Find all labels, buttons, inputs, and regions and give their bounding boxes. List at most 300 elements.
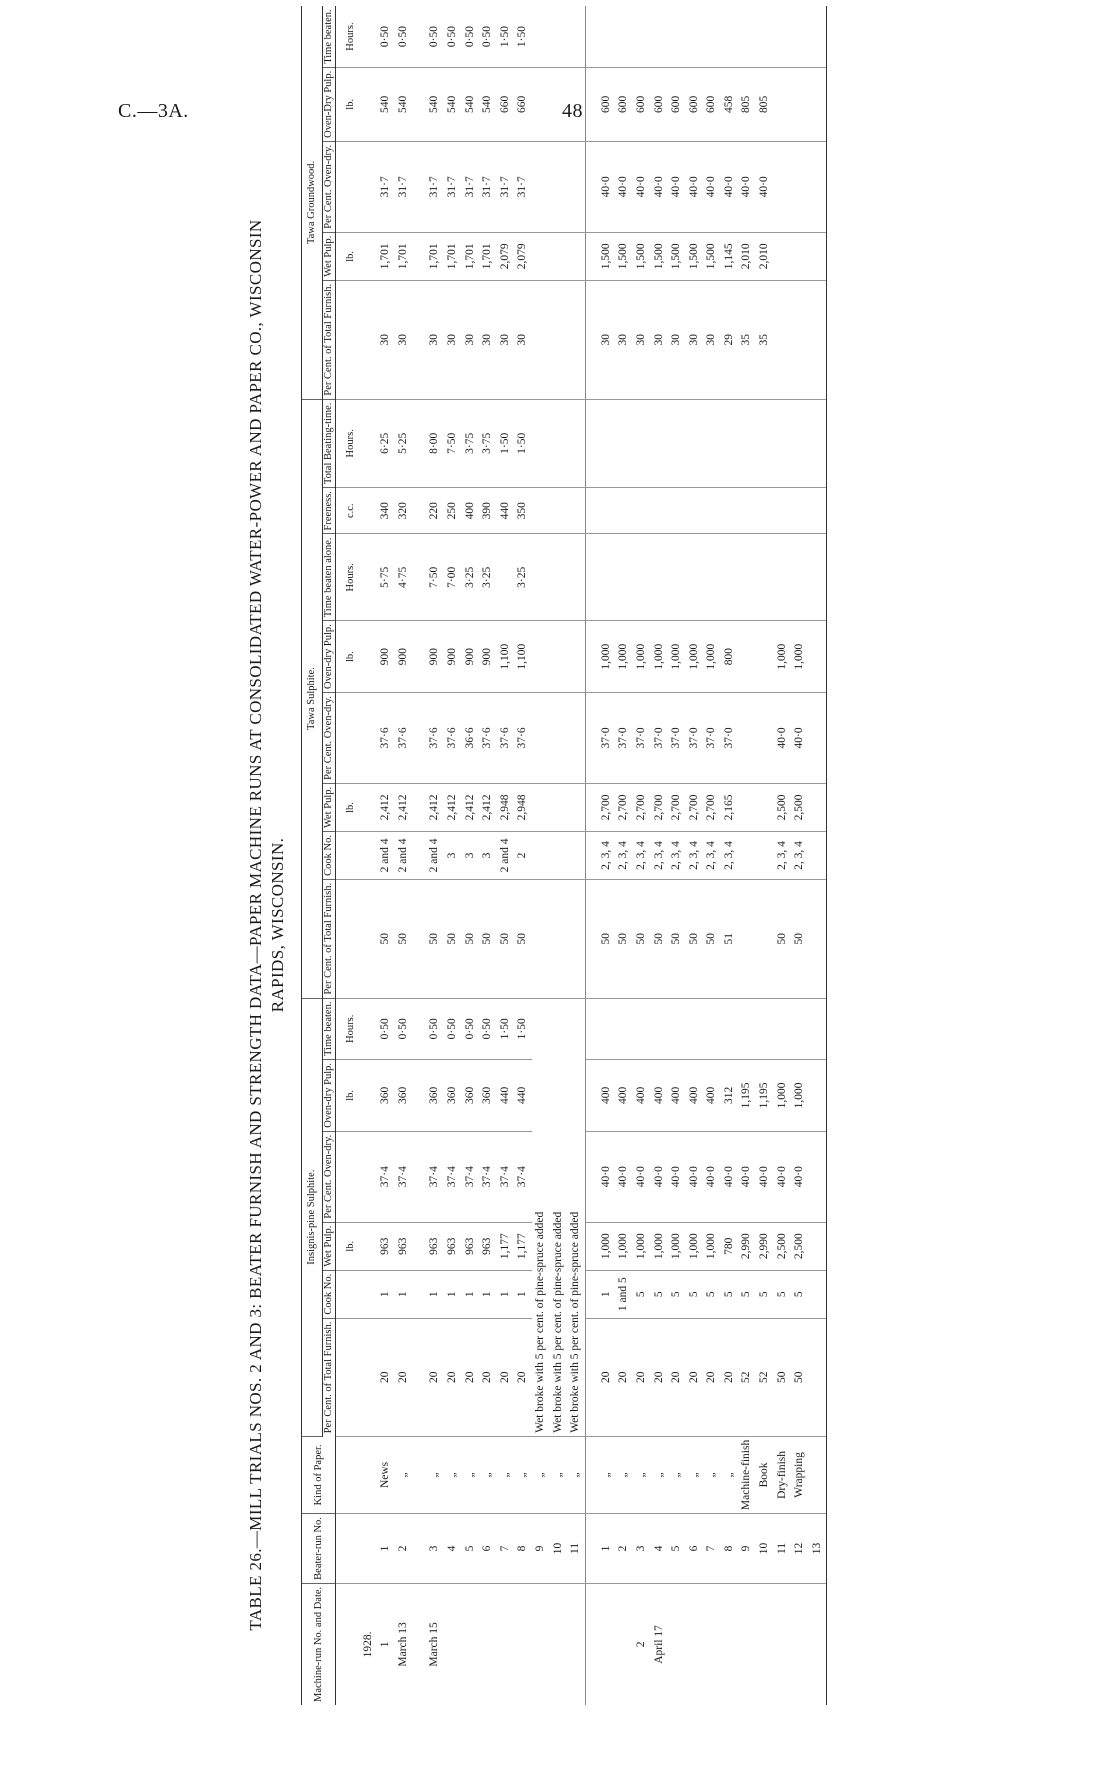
table-cell: 20 [598,1318,616,1436]
table-cell: 37·4 [395,1131,413,1222]
table-cell: 50 [651,879,669,998]
table-cell [721,399,739,488]
spacer-cell [585,1318,598,1436]
group-tawa-groundwood: Tawa Groundwood. [302,6,323,399]
table-cell: Machine-finish [738,1436,756,1513]
table-cell: 20 [462,1318,480,1436]
table-cell: 37·0 [686,693,704,784]
table-cell: 50 [686,879,704,998]
col-gw-wet: Wet Pulp. [323,232,336,280]
table-cell: 805 [738,67,756,141]
table-cell: 2,700 [598,783,616,831]
table-cell: 8·00 [426,399,444,488]
table-cell: 1,000 [651,1222,669,1270]
table-cell [598,399,616,488]
table-row [738,6,756,1705]
table-cell [809,141,827,232]
table-row [532,6,550,1705]
table-cell: 50 [444,879,462,998]
spacer-cell [412,1436,426,1513]
table-cell: 2 and 4 [497,832,515,880]
table-cell: 37·6 [395,693,413,784]
table-cell [633,488,651,534]
table-cell: 2,010 [738,232,756,280]
table-cell: 1,177 [497,1222,515,1270]
table-cell: 37·6 [479,693,497,784]
table-cell: 40·0 [703,1131,721,1222]
spacer-cell [412,693,426,784]
table-cell [756,399,774,488]
table-cell: 20 [703,1318,721,1436]
table-cell: 31·7 [426,141,444,232]
table-cell: 4·75 [395,534,413,621]
table-cell: 51 [721,879,739,998]
table-cell: 1,000 [703,1222,721,1270]
table-cell: 360 [377,1060,395,1132]
note-cell: Wet broke with 5 per cent. of pine-spruce added [567,998,585,1436]
page-number: 48 [562,100,583,122]
table-cell: 2,165 [721,783,739,831]
table-cell: „ [479,1436,497,1513]
table-row [444,6,462,1705]
table-cell [598,534,616,621]
table-cell: „ [532,1436,550,1513]
table-cell: 1,000 [774,621,792,693]
table-cell: 50 [479,879,497,998]
table-cell [738,783,756,831]
col-ts-ovendry: Oven-dry Pulp. [323,621,336,693]
table-cell: 1,000 [598,621,616,693]
table-cell: 40·0 [738,141,756,232]
table-cell: 40·0 [598,141,616,232]
table-cell: 963 [444,1222,462,1270]
table-cell [686,534,704,621]
table-cell [615,998,633,1059]
table-cell: 50 [377,879,395,998]
table-cell: 2,700 [633,783,651,831]
table-cell: 1·50 [497,399,515,488]
table-cell: 6 [686,1514,704,1584]
table-cell: 360 [426,1060,444,1132]
table-cell: 20 [633,1318,651,1436]
table-cell: 37·4 [426,1131,444,1222]
table-cell: 2,990 [756,1222,774,1270]
table-cell: 37·6 [426,693,444,784]
table-cell [738,998,756,1059]
table-cell: 8 [514,1514,532,1584]
table-cell: 3 [633,1514,651,1584]
table-cell [809,621,827,693]
table-cell: 1,145 [721,232,739,280]
table-cell: 0·50 [462,998,480,1059]
table-cell: 5 [703,1270,721,1318]
table-row [633,6,651,1705]
table-cell [668,399,686,488]
spacer-cell [585,6,598,67]
table-cell: 5 [738,1270,756,1318]
table-cell [738,488,756,534]
unit-cell [336,1270,360,1318]
table-cell [532,879,550,998]
table-cell: 1 [444,1270,462,1318]
table-cell: 2,412 [395,783,413,831]
table-cell [703,1583,721,1705]
table-cell [633,534,651,621]
table-cell: 600 [668,67,686,141]
table-cell: 350 [514,488,532,534]
col-gw-pct-furnish: Per Cent. of Total Furnish. [323,280,336,399]
table-cell: 36·6 [462,693,480,784]
table-cell [479,1583,497,1705]
table-cell [360,141,378,232]
table-row [791,6,809,1705]
table-cell: 2,948 [514,783,532,831]
table-cell: 11 [567,1514,585,1584]
spacer-cell [585,1270,598,1318]
table-cell: 660 [514,67,532,141]
table-cell [532,67,550,141]
table-cell: 0·50 [377,6,395,67]
table-cell: 40·0 [651,1131,669,1222]
table-cell: 2,700 [703,783,721,831]
table-cell [686,998,704,1059]
col-ts-total-beating: Total Beating-time. [323,399,336,488]
table-cell [615,488,633,534]
table-cell [791,534,809,621]
table-cell: 37·6 [514,693,532,784]
table-cell [567,141,585,232]
table-cell [809,1222,827,1270]
table-cell: 400 [598,1060,616,1132]
table-cell: 50 [633,879,651,998]
table-cell: 7·50 [444,399,462,488]
table-cell: 5 [668,1514,686,1584]
table-cell [360,6,378,67]
spacer-cell [585,232,598,280]
table-cell [497,1583,515,1705]
table-cell: 30 [426,280,444,399]
table-cell [721,488,739,534]
col-ins-wet: Wet Pulp. [323,1222,336,1270]
table-cell: 31·7 [377,141,395,232]
table-cell [532,399,550,488]
col-ts-time-alone: Time beaten alone. [323,534,336,621]
table-cell: 13 [809,1514,827,1584]
table-cell: 3 [426,1514,444,1584]
table-cell [567,879,585,998]
table-cell: 30 [703,280,721,399]
table-cell: „ [633,1436,651,1513]
table-cell [756,879,774,998]
table-cell: 30 [479,280,497,399]
table-cell: 50 [615,879,633,998]
table-cell: 400 [462,488,480,534]
spacer-cell [412,879,426,998]
table-cell: 660 [497,67,515,141]
table-cell [567,232,585,280]
table-cell [738,534,756,621]
table-cell [756,998,774,1059]
table-cell [668,6,686,67]
col-ins-cook: Cook No. [323,1270,336,1318]
table-cell [567,399,585,488]
table-cell [809,534,827,621]
unit-cell [336,1583,360,1705]
table-cell: 1,000 [791,1060,809,1132]
table-cell [598,6,616,67]
table-row [756,6,774,1705]
table-cell [615,6,633,67]
table-cell [651,399,669,488]
unit-cell [336,141,360,232]
table-cell [532,1583,550,1705]
table-row [703,6,721,1705]
table-cell: 600 [633,67,651,141]
table-cell [360,693,378,784]
col-gw-time: Time beaten. [323,6,336,67]
table-cell [598,488,616,534]
unit-cell: lb. [336,1222,360,1270]
table-cell: 20 [377,1318,395,1436]
spacer-cell [412,488,426,534]
table-cell [791,1583,809,1705]
table-cell: 11 [774,1514,792,1584]
unit-cell: lb. [336,621,360,693]
table-row [426,6,444,1705]
table-row [809,6,827,1705]
spacer-cell [412,280,426,399]
table-cell: „ [651,1436,669,1513]
spacer-cell [412,621,426,693]
table-cell [809,1060,827,1132]
table-cell [497,534,515,621]
table-cell [809,1318,827,1436]
spacer-cell [412,399,426,488]
spacer-cell [585,488,598,534]
table-cell [567,488,585,534]
table-cell: 2, 3, 4 [703,832,721,880]
table-row [774,6,792,1705]
table-row [721,6,739,1705]
table-cell: 1,500 [633,232,651,280]
table-cell [360,1318,378,1436]
table-cell: 1,701 [395,232,413,280]
table-cell: 1,500 [615,232,633,280]
table-cell: 600 [686,67,704,141]
table-cell: 1 [514,1270,532,1318]
table-cell: „ [567,1436,585,1513]
table-cell: 30 [668,280,686,399]
spacer-cell [412,141,426,232]
table-row [395,6,413,1705]
col-ts-freeness: Freeness. [323,488,336,534]
table-cell: 900 [479,621,497,693]
table-cell: 540 [444,67,462,141]
table-cell: 400 [633,1060,651,1132]
table-cell: 900 [462,621,480,693]
spacer-cell [412,998,426,1059]
table-title [245,145,289,1705]
table-cell: 5 [756,1270,774,1318]
table-cell: Dry-finish [774,1436,792,1513]
unit-cell: lb. [336,67,360,141]
table-cell: 1·50 [514,6,532,67]
table-cell: 5 [651,1270,669,1318]
spacer-cell [585,534,598,621]
table-row [514,6,532,1705]
table-cell: „ [444,1436,462,1513]
table-cell: 1 [426,1270,444,1318]
table-cell: 2, 3, 4 [791,832,809,880]
table-cell: 40·0 [738,1131,756,1222]
table-cell: 40·0 [703,141,721,232]
table-cell: 2,412 [462,783,480,831]
table-cell: 1,100 [497,621,515,693]
table-row [377,6,395,1705]
table-cell [550,6,568,67]
table-cell: 40·0 [686,1131,704,1222]
table-cell [738,621,756,693]
table-cell: 1,000 [615,1222,633,1270]
group-insignis-pine-sulphite: Insignis-pine Sulphite. [302,998,323,1436]
table-cell: 35 [756,280,774,399]
table-cell: 37·0 [668,693,686,784]
table-cell: 1,701 [444,232,462,280]
unit-cell [336,1436,360,1513]
table-cell: „ [668,1436,686,1513]
table-cell: Wrapping [791,1436,809,1513]
table-cell: 1,000 [686,1222,704,1270]
unit-cell [336,1131,360,1222]
spacer-cell [412,6,426,67]
table-cell: 0·50 [444,998,462,1059]
table-cell [532,232,550,280]
table-cell: „ [686,1436,704,1513]
table-cell: 2,412 [479,783,497,831]
table-cell: 37·4 [462,1131,480,1222]
col-gw-pct-ovendry: Per Cent. Oven-dry. [323,141,336,232]
col-ins-ovendry: Oven-dry Pulp. [323,1060,336,1132]
table-row [360,6,378,1705]
table-cell [809,998,827,1059]
spacer-cell [585,1514,598,1584]
table-cell [686,488,704,534]
table-cell [809,6,827,67]
spacer-cell [585,998,598,1059]
table-cell: 3 [479,832,497,880]
table-cell [567,1583,585,1705]
unit-cell: lb. [336,232,360,280]
table-cell: 2,948 [497,783,515,831]
table-cell: 1,000 [651,621,669,693]
table-cell [360,1270,378,1318]
table-cell: 805 [756,67,774,141]
table-cell: 31·7 [514,141,532,232]
table-cell: 340 [377,488,395,534]
table-cell: 31·7 [462,141,480,232]
table-cell: 10 [550,1514,568,1584]
spacer-cell [585,1222,598,1270]
table-cell: 600 [651,67,669,141]
col-ins-pct-furnish: Per Cent. of Total Furnish. [323,1318,336,1436]
table-cell: 2, 3, 4 [615,832,633,880]
table-cell: 40·0 [774,693,792,784]
table-cell: 1 [598,1270,616,1318]
table-cell [809,1270,827,1318]
table-cell: 2 and 4 [377,832,395,880]
table-cell: 12 [791,1514,809,1584]
table-cell: 1,000 [668,1222,686,1270]
table-cell [360,1060,378,1132]
table-cell [444,1583,462,1705]
unit-cell: Hours. [336,534,360,621]
table-cell: 50 [774,1318,792,1436]
table-cell: 6·25 [377,399,395,488]
table-cell [809,1436,827,1513]
table-cell [721,998,739,1059]
table-cell: 1928. [361,1631,374,1658]
table-cell: 40·0 [686,141,704,232]
table-cell: 7·50 [426,534,444,621]
col-kind-of-paper: Kind of Paper. [302,1436,336,1513]
table-cell [738,6,756,67]
table-cell [550,232,568,280]
table-cell: 963 [462,1222,480,1270]
table-cell: 900 [395,621,413,693]
col-machine-run: Machine-run No. and Date. [302,1583,336,1705]
table-cell [615,1583,633,1705]
table-cell [756,693,774,784]
table-cell: 50 [514,879,532,998]
table-cell [809,67,827,141]
table-cell: 5 [668,1270,686,1318]
table-cell: 50 [791,1318,809,1436]
table-cell [809,488,827,534]
table-cell: 540 [395,67,413,141]
table-cell: 5·75 [377,534,395,621]
table-cell: 40·0 [721,1131,739,1222]
table-cell: 1 [497,1270,515,1318]
table-cell: 20 [721,1318,739,1436]
table-cell [774,141,792,232]
table-cell: 1,000 [633,621,651,693]
table-cell: „ [426,1436,444,1513]
spacer-row [412,6,426,1705]
table-cell: 2, 3, 4 [668,832,686,880]
table-cell: 30 [514,280,532,399]
note-cell: Wet broke with 5 per cent. of pine-spruce added [532,998,550,1436]
table-cell [774,488,792,534]
spacer-cell [412,1222,426,1270]
table-cell [532,6,550,67]
table-cell: 440 [497,1060,515,1132]
unit-cell [336,1514,360,1584]
table-cell [550,67,568,141]
table-cell: 2,500 [791,783,809,831]
table-cell: 900 [426,621,444,693]
table-cell: 37·4 [497,1131,515,1222]
table-cell: 3 [462,832,480,880]
spacer-cell [585,832,598,880]
table-cell: 37·6 [497,693,515,784]
table-cell [532,488,550,534]
table-cell [738,399,756,488]
table-cell: 2, 3, 4 [686,832,704,880]
table-cell: 0·50 [444,6,462,67]
table-row [497,6,515,1705]
table-cell [791,998,809,1059]
table-cell: 20 [615,1318,633,1436]
